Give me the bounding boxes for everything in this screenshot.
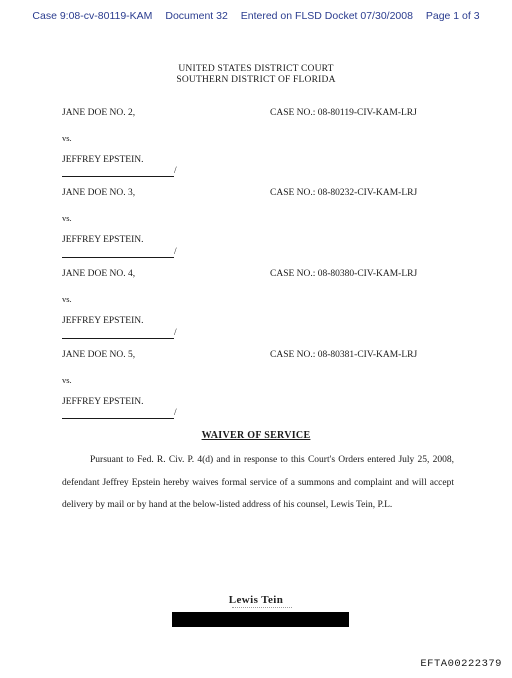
caption-slash: / xyxy=(174,247,177,257)
court-heading xyxy=(0,64,512,86)
bates-number: EFTA00222379 xyxy=(420,658,502,670)
docket-entry-date: Entered on FLSD Docket 07/30/2008 xyxy=(240,10,413,22)
versus-label: vs. xyxy=(62,213,72,223)
case-number: CASE NO.: 08-80119-CIV-KAM-LRJ xyxy=(270,108,417,118)
caption-line xyxy=(62,257,174,258)
plaintiff-name: JANE DOE NO. 4, xyxy=(62,269,136,279)
firm-logo: Lewis Tein xyxy=(228,594,284,606)
logo-tagline-mark xyxy=(232,607,292,610)
plaintiff-name: JANE DOE NO. 3, xyxy=(62,188,136,198)
caption-line xyxy=(62,338,174,339)
versus-label: vs. xyxy=(62,375,72,385)
versus-label: vs. xyxy=(62,133,72,143)
case-number-header: Case 9:08-cv-80119-KAM xyxy=(32,10,153,22)
docket-header xyxy=(0,10,512,22)
defendant-name: JEFFREY EPSTEIN. xyxy=(62,397,144,407)
caption-slash: / xyxy=(174,328,177,338)
defendant-name: JEFFREY EPSTEIN. xyxy=(62,155,144,165)
caption-slash: / xyxy=(174,166,177,176)
versus-label: vs. xyxy=(62,294,72,304)
redaction-box xyxy=(172,612,349,627)
document-title: WAIVER OF SERVICE xyxy=(201,430,311,441)
plaintiff-name: JANE DOE NO. 5, xyxy=(62,350,136,360)
caption-line xyxy=(62,418,174,419)
court-name: UNITED STATES DISTRICT COURT xyxy=(178,64,334,74)
case-number: CASE NO.: 08-80381-CIV-KAM-LRJ xyxy=(270,350,418,360)
waiver-body: Pursuant to Fed. R. Civ. P. 4(d) and in response to this Court's Orders entered July 25, 2008, defendant Jeffrey Epstein hereby waives formal service of a summons and complaint and will accept delivery by mail or by hand at the below-listed address of his counsel, Lewis Tein, P.L. xyxy=(62,455,454,510)
plaintiff-name: JANE DOE NO. 2, xyxy=(62,108,136,118)
page-indicator: Page 1 of 3 xyxy=(425,10,480,22)
document-number: Document 32 xyxy=(165,10,228,22)
defendant-name: JEFFREY EPSTEIN. xyxy=(62,235,144,245)
case-number: CASE NO.: 08-80232-CIV-KAM-LRJ xyxy=(270,188,418,198)
case-number: CASE NO.: 08-80380-CIV-KAM-LRJ xyxy=(270,269,418,279)
court-district: SOUTHERN DISTRICT OF FLORIDA xyxy=(176,75,336,85)
caption-line xyxy=(62,176,174,177)
defendant-name: JEFFREY EPSTEIN. xyxy=(62,316,144,326)
caption-slash: / xyxy=(174,408,177,418)
